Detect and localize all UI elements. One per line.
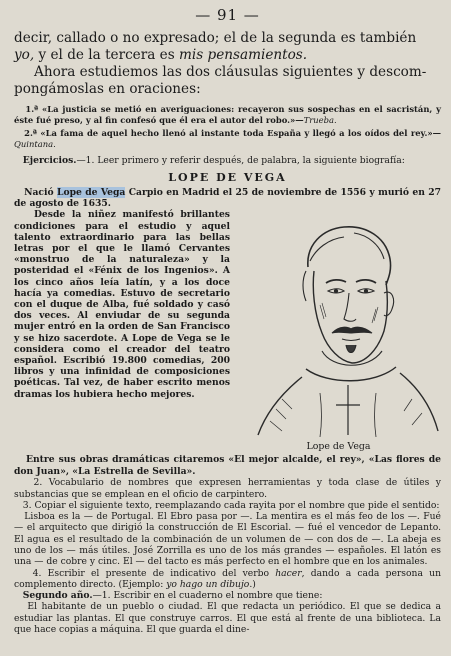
- bio-column-text: Desde la niñez manifestó brillantes condiciones para el estudio y aquel talento extraordinario para las bellas letras por el que le llamó Cervantes «monstruo de la naturaleza» y la posteridad el «Fénix de los Ingenios». A los cinco años leía latín, y a los doce hacía ya comedias. Estuvo de secretario con el duque de Alba, fué soldado y casó dos veces. Al enviudar de su segunda mujer entró en la orden de San Francisco y se hizo sacerdote. A Lope de Vega se le considera como el creador del teatro español. Escribió 19.800 comedias, 200 libros y una infinidad de composiciones poéticas. Tal vez, de haber escrito menos dramas los hubiera hecho mejores.: [14, 209, 230, 400]
- bio-column: [14, 209, 230, 454]
- segundo-ano-text: —1. Escribir en el cuaderno el nombre que tiene:: [92, 590, 323, 602]
- example-2-author: Quintana.: [14, 138, 56, 149]
- exercise-3-body: [14, 511, 441, 567]
- lead-line-2: y el de la tercera es: [34, 47, 179, 63]
- segundo-ano-label: Segundo año.: [22, 590, 93, 602]
- exercise-2-text: 2. Vocabulario de nombres que expresen herramientas y toda clase de útiles y substancias que se emplean en el oficio de carpintero.: [14, 477, 441, 500]
- bio-first-b: Carpio en Madrid el 25 de noviembre de 1556 y murió en 27 de agosto de 1635.: [14, 186, 442, 209]
- exercise-intro-text: —1. Leer primero y referir después, de palabra, la siguiente biografía:: [76, 155, 405, 166]
- bio-title: LOPE DE VEGA: [168, 170, 287, 184]
- exercise-2: [14, 477, 441, 500]
- exercise-4-c: , dando a cada persona un complemento directo. (Ejemplo:: [14, 567, 442, 590]
- portrait-engraving: [236, 209, 441, 441]
- exercise-4-e: .): [249, 578, 256, 590]
- example-2: [14, 128, 441, 149]
- lead-paragraph: [14, 30, 441, 98]
- exercise-4: [14, 568, 441, 591]
- highlighted-name: Lope de Vega: [57, 186, 126, 198]
- bio-first-line: [14, 187, 441, 210]
- bio-last: [14, 454, 441, 477]
- bio-row: [14, 209, 441, 454]
- exercise-3-text: 3. Copiar el siguiente texto, reemplazando cada rayita por el nombre que pide el sentido:: [22, 499, 440, 511]
- lead-line-3: Ahora estudiemos las dos cláusulas siguientes y descom-: [34, 64, 427, 80]
- lead-yo: yo,: [14, 47, 35, 63]
- example-1-text: «La justicia se metió en averiguaciones: recayeron sus sospechas en el sacristán, y éste fué preso, y al fin confesó que él era el autor del robo.»—: [14, 104, 442, 125]
- lead-line-4: pongámoslas en oraciones:: [14, 81, 201, 97]
- exercise-4-verb: hacer: [275, 567, 302, 579]
- example-2-number: 2.ª: [24, 128, 37, 138]
- lead-line-1: decir, callado o no expresado; el de la segunda es también: [14, 30, 417, 46]
- exercise-4-example: yo hago un dibujo: [166, 578, 250, 590]
- bio-first-a: Nació: [24, 186, 57, 198]
- last-paragraph: [14, 601, 441, 635]
- bio-last-text: Entre sus obras dramáticas citaremos «El mejor alcalde, el rey», «Las flores de don Juan», «La Estrella de Sevilla».: [14, 454, 441, 477]
- lead-mis-pensamientos: mis pensamientos.: [179, 47, 308, 63]
- page-number: — 91 —: [195, 6, 260, 24]
- portrait-caption: Lope de Vega: [306, 441, 371, 453]
- exercise-intro: [14, 155, 441, 167]
- example-2-text: «La fama de aquel hecho llenó al instante toda España y llegó a los oídos del rey.»—: [40, 128, 441, 138]
- exercise-4-a: 4. Escribir el presente de indicativo del verbo: [32, 567, 276, 579]
- exercise-3-body-text: Lisboa es la — de Portugal. El Ebro pasa por —. La mentira es el más feo de los —. Fué — el arquitecto que dirigió la construcción de El Escorial. — fué el vencedor de Lepanto. El agua es el resultado de la combinación de un volumen de — con dos de —. La abeja es uno de los — más útiles. José Zorrilla es uno de los más grandes — españoles. El latón es una — de cobre y cinc. El — del tacto es más perfecto en el hombre que en los animales.: [14, 511, 441, 568]
- exercise-label: Ejercicios.: [22, 155, 77, 166]
- exercise-3: [14, 500, 441, 511]
- last-paragraph-text: El habitante de un pueblo o ciudad. El que redacta un periódico. El que se dedica a estudiar las plantas. El que construye carros. El que está al frente de una biblioteca. La que hace copias a máquina. El que guarda el dine-: [14, 601, 441, 636]
- segundo-ano: [14, 590, 441, 601]
- example-1-author: Trueba.: [303, 114, 337, 125]
- example-1: [14, 104, 441, 125]
- example-1-number: 1.ª: [25, 104, 39, 114]
- portrait-figure: [236, 209, 441, 454]
